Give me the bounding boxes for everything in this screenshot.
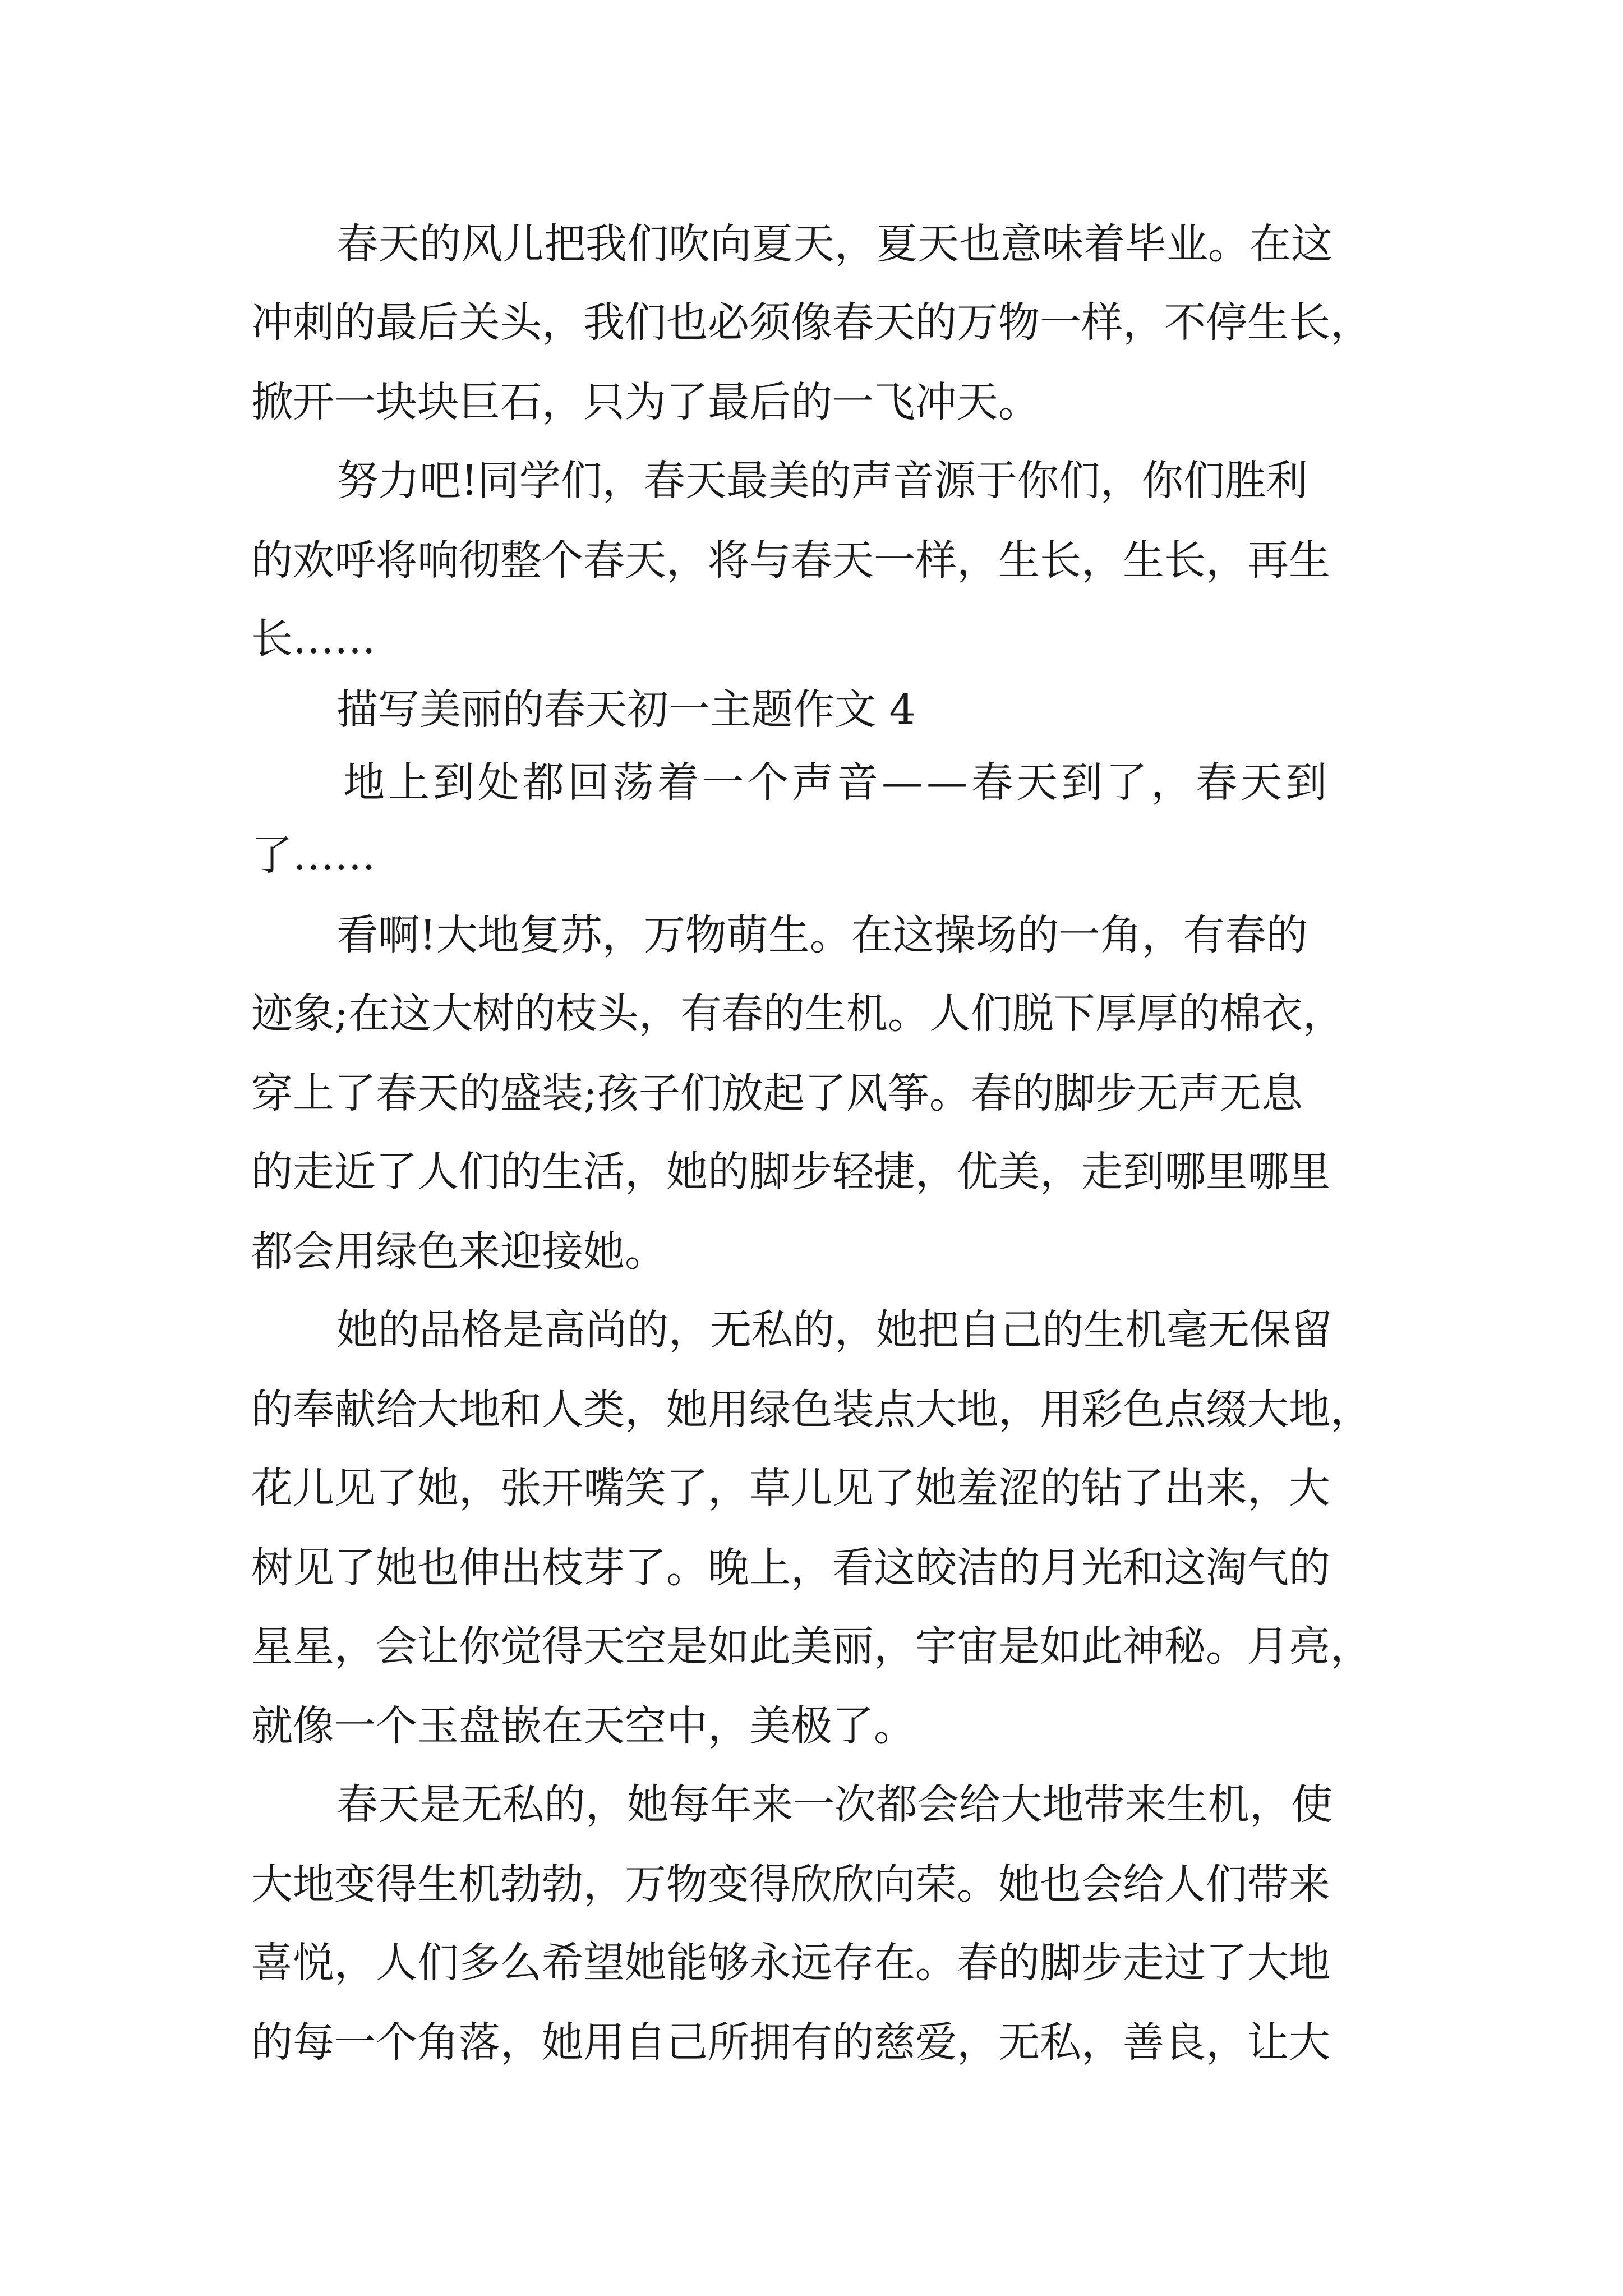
text-line: 穿上了春天的盛装;孩子们放起了风筝。春的脚步无声无息 [251, 1069, 1303, 1117]
text-line: 迹象;在这大树的枝头，有春的生机。人们脱下厚厚的棉衣， [251, 990, 1344, 1038]
text-line: 星星，会让你觉得天空是如此美丽，宇宙是如此神秘。月亮， [251, 1622, 1372, 1671]
text-line: 长…… [251, 615, 376, 663]
text-line: 冲刺的最后关头，我们也必须像春天的万物一样，不停生长， [251, 298, 1372, 347]
text-line: 努力吧!同学们，春天最美的声音源于你们，你们胜利 [336, 457, 1308, 505]
text-line: 了…… [251, 831, 376, 880]
text-line: 就像一个玉盘嵌在天空中，美极了。 [251, 1702, 915, 1750]
text-line: 喜悦，人们多么希望她能够永远存在。春的脚步走过了大地 [251, 1939, 1330, 1987]
text-line: 树见了她也伸出枝芽了。晚上，看这皎洁的月光和这淘气的 [251, 1544, 1330, 1592]
text-line: 的欢呼将响彻整个春天，将与春天一样，生长，生长，再生 [251, 536, 1330, 585]
text-line: 花儿见了她，张开嘴笑了，草儿见了她羞涩的钻了出来，大 [251, 1464, 1330, 1512]
text-line: 的奉献给大地和人类，她用绿色装点大地，用彩色点缀大地， [251, 1386, 1372, 1434]
text-line: 的每一个角落，她用自己所拥有的慈爱，无私，善良，让大 [251, 2018, 1330, 2067]
text-line: 都会用绿色来迎接她。 [251, 1227, 666, 1276]
text-line: 春天是无私的，她每年来一次都会给大地带来生机，使 [336, 1780, 1332, 1829]
text-line: 地上到处都回荡着一个声音——春天到了，春天到 [343, 758, 1330, 807]
text-line: 大地变得生机勃勃，万物变得欣欣向荣。她也会给人们带来 [251, 1860, 1330, 1908]
text-line: 她的品格是高尚的，无私的，她把自己的生机毫无保留 [336, 1306, 1332, 1354]
text-line: 的走近了人们的生活，她的脚步轻捷，优美，走到哪里哪里 [251, 1148, 1330, 1196]
text-line: 看啊!大地复苏，万物萌生。在这操场的一角，有春的 [336, 911, 1308, 959]
section-heading: 描写美丽的春天初一主题作文 4 [336, 685, 916, 734]
text-line: 掀开一块块巨石，只为了最后的一飞冲天。 [251, 378, 1040, 426]
text-line: 春天的风儿把我们吹向夏天，夏天也意味着毕业。在这 [336, 220, 1332, 268]
